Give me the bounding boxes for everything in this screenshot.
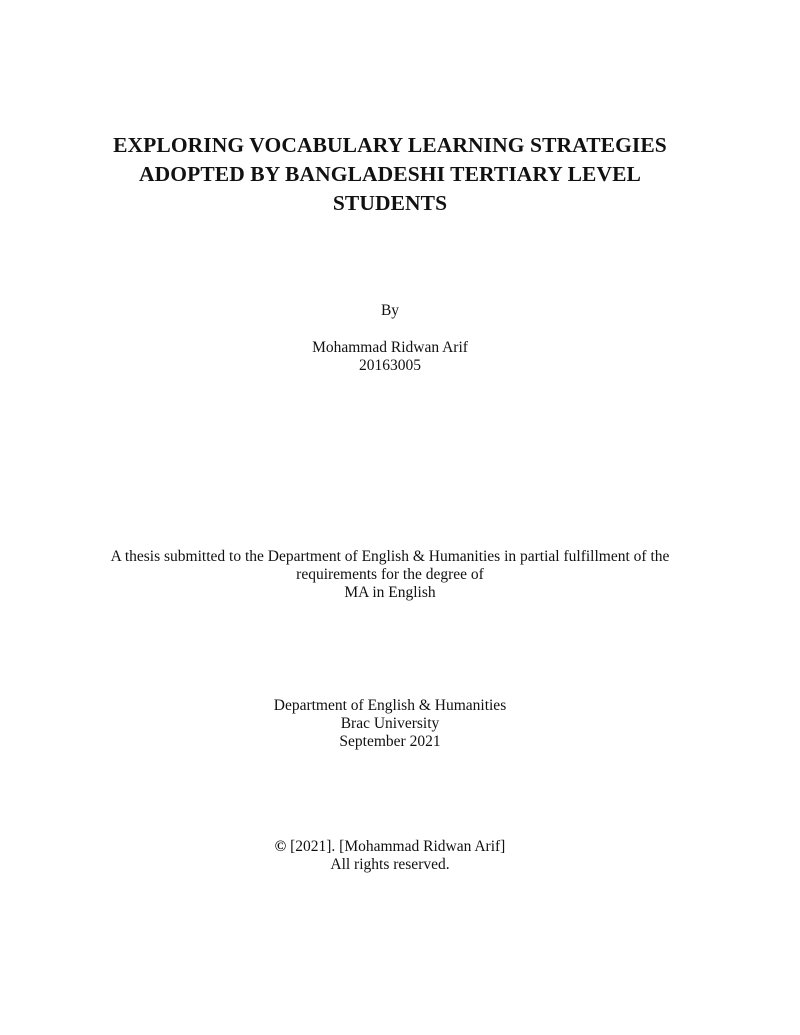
copyright-symbol: © — [274, 838, 287, 855]
title-line-1: EXPLORING VOCABULARY LEARNING STRATEGIES — [113, 133, 667, 157]
thesis-title — [0, 131, 780, 218]
title-line-3: STUDENTS — [332, 191, 448, 215]
submission-date: September 2021 — [339, 733, 441, 750]
submission-statement — [0, 548, 780, 602]
rights-reserved: All rights reserved. — [330, 856, 450, 873]
title-line-2: ADOPTED BY BANGLADESHI TERTIARY LEVEL — [139, 162, 641, 186]
university-name: Brac University — [340, 715, 440, 732]
student-id: 20163005 — [359, 357, 421, 374]
copyright-text: [2021]. [Mohammad Ridwan Arif] — [286, 838, 506, 855]
submission-line-2: requirements for the degree of — [296, 566, 484, 583]
degree-name: MA in English — [344, 584, 436, 601]
copyright-block — [0, 838, 780, 874]
institution-block — [0, 697, 780, 751]
copyright-line — [0, 838, 780, 856]
department-name: Department of English & Humanities — [273, 697, 507, 714]
author-block — [0, 339, 780, 375]
author-name: Mohammad Ridwan Arif — [312, 339, 468, 356]
by-label: By — [380, 302, 400, 319]
submission-line-1: A thesis submitted to the Department of English & Humanities in partial fulfillment of the — [110, 548, 670, 565]
